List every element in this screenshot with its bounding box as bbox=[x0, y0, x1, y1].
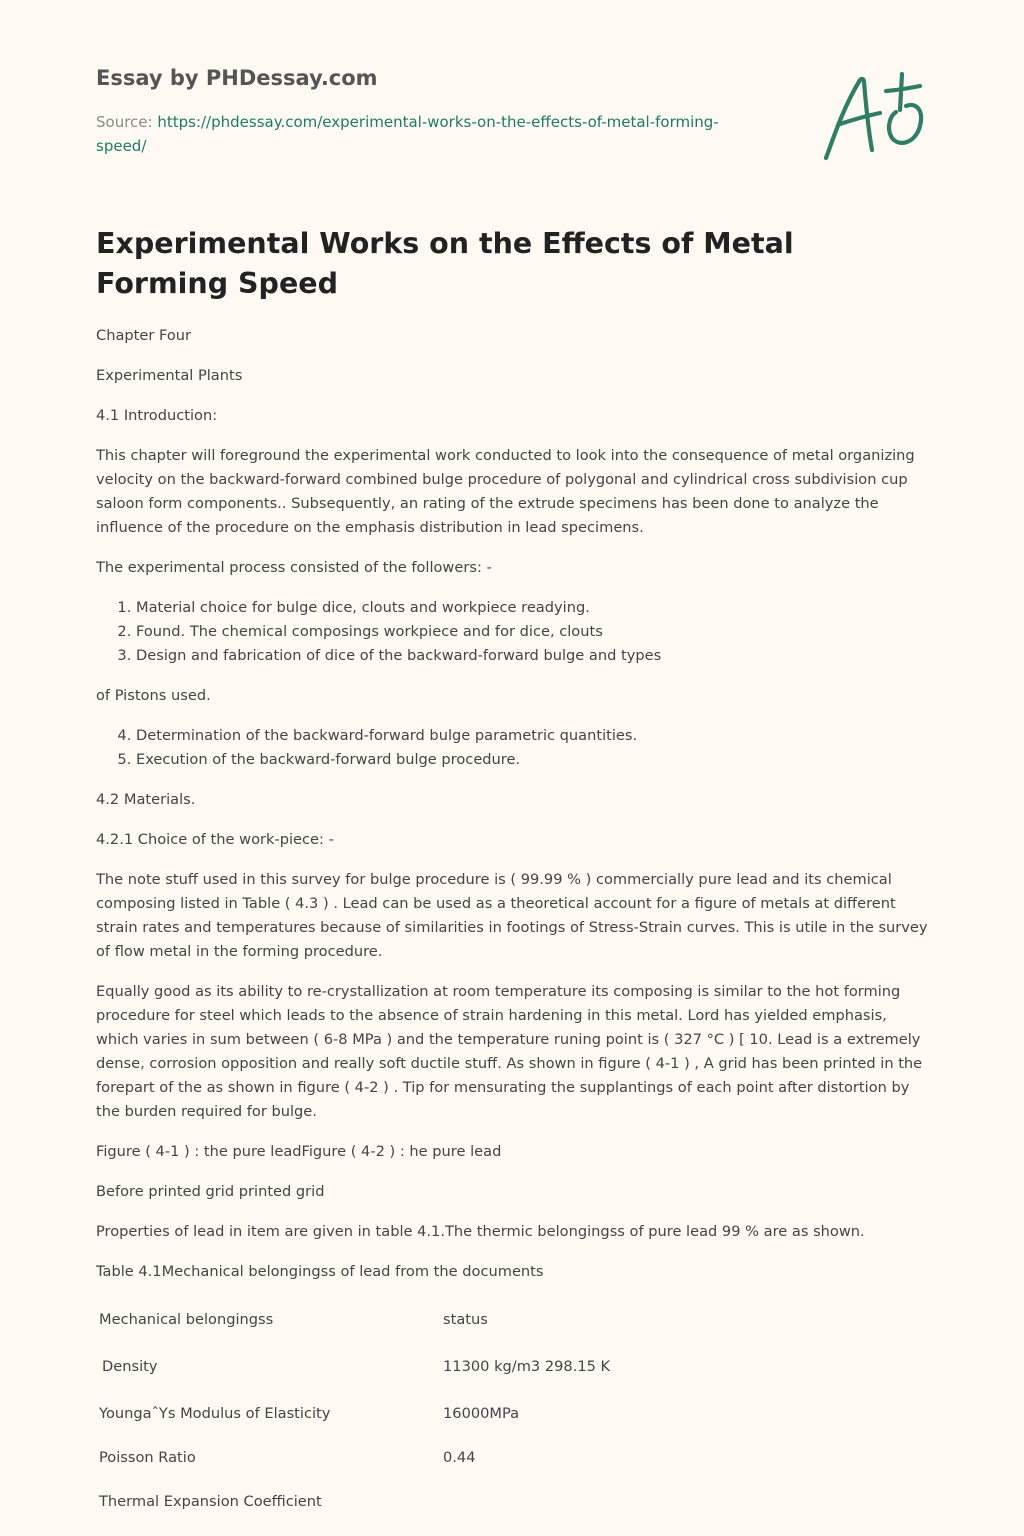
table-row bbox=[96, 1435, 613, 1480]
figure-caption-2: Before printed grid printed grid bbox=[96, 1183, 325, 1200]
material-paragraph: The note stuff used in this survey for bulge procedure is ( 99.99 % ) commercially pure lead and its chemical composing listed in Table ( 4.3 ) . Lead can be used as a theoretical account for a figure of metals at different strain rates and temperatures because of similarities in footings of Stress-Strain curves. This is utile in the survey of flow metal in the forming procedure. bbox=[96, 871, 928, 960]
a-plus-logo-icon bbox=[820, 66, 932, 166]
table-cell-value: 16000MPa bbox=[443, 1404, 520, 1422]
table-header-row bbox=[96, 1298, 613, 1341]
table-cell-property: Thermal Expansion Coefficient bbox=[99, 1492, 322, 1510]
table-cell-value: 0.44 bbox=[443, 1448, 476, 1466]
table-header-cell: status bbox=[443, 1310, 488, 1328]
table-header-cell: Mechanical belongingss bbox=[99, 1310, 274, 1328]
properties-text: Properties of lead in item are given in table 4.1.The thermic belongingss of pure lead 99 % are as shown. bbox=[96, 1223, 865, 1240]
list-item: 3. Design and fabrication of dice of the backward-forward bulge and types bbox=[136, 644, 928, 668]
list-item: 1. Material choice for bulge dice, clouts and workpiece readying. bbox=[136, 596, 928, 620]
list-item: 4. Determination of the backward-forward bulge parametric quantities. bbox=[136, 724, 928, 748]
process-list-a bbox=[96, 596, 928, 668]
table-cell-property: YoungaˆYs Modulus of Elasticity bbox=[99, 1404, 331, 1422]
process-list-b bbox=[96, 724, 928, 772]
document-body bbox=[96, 324, 928, 1523]
source-link[interactable]: https://phdessay.com/experimental-works-on-the-effects-of-metal-forming-speed/ bbox=[96, 113, 719, 155]
lead-paragraph: Equally good as its ability to re-crystallization at room temperature its composing is similar to the hot forming procedure for steel which leads to the absence of strain hardening in this metal. Lord has yielded emphasis, which varies in sum between ( 6-8 MPa ) and the temperature runing point is ( 327 °C ) [ 10. Lead is a extremely dense, corrosion opposition and really soft ductile stuff. As shown in figure ( 4-1 ) , A grid has been printed in the forepart of the as shown in figure ( 4-2 ) . Tip for mensurating the supplantings of each point after distortion by the burden required for bulge. bbox=[96, 983, 923, 1120]
table-caption: Table 4.1Mechanical belongingss of lead from the documents bbox=[96, 1263, 544, 1280]
source-label: Source: bbox=[96, 113, 158, 131]
workpiece-heading: 4.2.1 Choice of the work-piece: - bbox=[96, 831, 334, 848]
site-title: Essay by PHDessay.com bbox=[96, 66, 378, 90]
table-cell-value bbox=[440, 1480, 613, 1523]
section-title: Experimental Plants bbox=[96, 367, 243, 384]
table-cell-property: Density bbox=[102, 1357, 158, 1375]
table-row bbox=[96, 1341, 613, 1392]
list-continuation: of Pistons used. bbox=[96, 687, 211, 704]
chapter-label: Chapter Four bbox=[96, 327, 192, 344]
table-row bbox=[96, 1480, 613, 1523]
table-cell-value: 11300 kg/m3 298.15 K bbox=[443, 1357, 611, 1375]
properties-table bbox=[96, 1298, 613, 1523]
list-item: 5. Execution of the backward-forward bulge procedure. bbox=[136, 748, 928, 772]
source-line bbox=[96, 110, 736, 158]
table-cell-property: Poisson Ratio bbox=[99, 1448, 196, 1466]
intro-paragraph: This chapter will foreground the experimental work conducted to look into the consequence of metal organizing velocity on the backward-forward combined bulge procedure of polygonal and cylindrical cross subdivision cup saloon form components.. Subsequently, an rating of the extrude specimens has been done to analyze the influence of the procedure on the emphasis distribution in lead specimens. bbox=[96, 447, 915, 536]
table-row bbox=[96, 1392, 613, 1435]
process-intro: The experimental process consisted of the followers: - bbox=[96, 559, 492, 576]
intro-heading: 4.1 Introduction: bbox=[96, 407, 218, 424]
document-title: Experimental Works on the Effects of Metal Forming Speed bbox=[96, 227, 794, 300]
materials-heading: 4.2 Materials. bbox=[96, 791, 196, 808]
list-item: 2. Found. The chemical composings workpiece and for dice, clouts bbox=[136, 620, 928, 644]
figure-caption: Figure ( 4-1 ) : the pure leadFigure ( 4-2 ) : he pure lead bbox=[96, 1143, 502, 1160]
